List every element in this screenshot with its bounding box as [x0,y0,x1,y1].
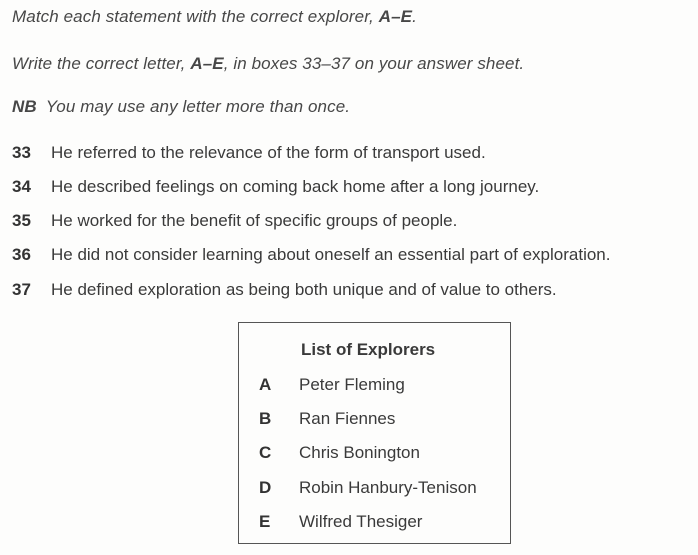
question-34 [12,177,539,197]
question-text: He did not consider learning about oneself an essential part of exploration. [51,245,611,264]
question-number: 37 [12,280,31,299]
option-letter: C [259,443,272,462]
instruction-match [12,7,417,27]
question-37 [12,280,557,300]
option-letter: D [259,478,272,497]
question-text: He described feelings on coming back home after a long journey. [51,177,540,196]
instruction-match-range: A–E [378,7,413,26]
instruction-nb [12,97,350,117]
explorer-option-e [259,512,422,532]
explorers-list-box [238,322,511,544]
option-letter: B [259,409,272,428]
question-number: 36 [12,245,31,264]
explorer-option-c [259,443,420,463]
question-33 [12,143,486,163]
nb-label: NB [12,97,37,116]
instruction-match-suffix: . [412,7,417,26]
instruction-write-range: A–E [190,54,224,73]
instruction-write [12,54,524,74]
question-number: 33 [12,143,31,162]
nb-text: You may use any letter more than once. [45,97,351,116]
option-letter: E [259,512,271,531]
question-text: He worked for the benefit of specific groups of people. [51,211,458,230]
explorers-list-title: List of Explorers [301,340,436,359]
explorer-option-a [259,375,405,395]
option-letter: A [259,375,272,394]
instruction-write-prefix: Write the correct letter, [12,54,191,73]
question-text: He defined exploration as being both unique and of value to others. [51,280,557,299]
question-text: He referred to the relevance of the form of transport used. [51,143,486,162]
question-36 [12,245,610,265]
explorer-name: Ran Fiennes [299,409,396,428]
question-number: 35 [12,211,31,230]
instruction-write-suffix: , in boxes 33–37 on your answer sheet. [223,54,525,73]
explorer-name: Robin Hanbury-Tenison [299,478,477,497]
question-number: 34 [12,177,31,196]
explorer-option-b [259,409,395,429]
explorer-name: Chris Bonington [299,443,420,462]
explorer-name: Peter Fleming [299,375,405,394]
explorer-option-d [259,478,477,498]
explorer-name: Wilfred Thesiger [299,512,423,531]
instruction-match-prefix: Match each statement with the correct explorer, [12,7,379,26]
question-35 [12,211,457,231]
